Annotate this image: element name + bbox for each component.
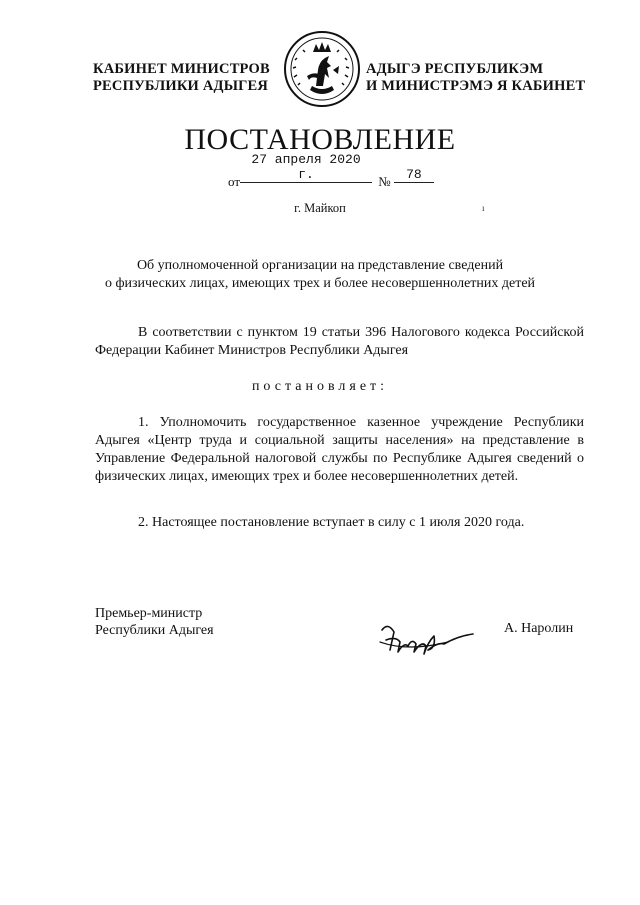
issuer-name-line: КАБИНЕТ МИНИСТРОВ — [93, 61, 270, 77]
issuer-name-russian — [93, 61, 270, 95]
resolution-word: постановляет: — [251, 379, 389, 394]
document-date: 27 апреля 2020 г. — [240, 152, 372, 183]
subject-line: о физических лицах, имеющих трех и более несовершеннолетних детей — [104, 276, 536, 291]
issuer-name-line: РЕСПУБЛИКИ АДЫГЕЯ — [93, 78, 269, 94]
document-number: 78 — [394, 167, 434, 183]
subject-line: Об уполномоченной организации на представление сведений — [136, 258, 504, 273]
republic-emblem-icon — [283, 30, 361, 108]
city-name: г. Майкоп — [294, 201, 346, 215]
position-line: Премьер-министр — [95, 606, 203, 621]
signatory-position — [95, 605, 214, 639]
date-line — [228, 152, 434, 191]
document-title: ПОСТАНОВЛЕНИЕ — [184, 123, 456, 156]
stray-mark: ı — [482, 203, 485, 213]
number-label: № — [378, 174, 391, 189]
preamble-paragraph: В соответствии с пунктом 19 статьи 396 Налогового кодекса Российской Федерации Кабинет Министров Республики Адыгея — [95, 325, 584, 358]
signatory-name: А. Наролин — [504, 621, 574, 636]
document-subject — [0, 257, 640, 293]
position-line: Республики Адыгея — [95, 623, 214, 638]
resolution-item-1: 1. Уполномочить государственное казенное учреждение Республики Адыгея «Центр труда и социальной защиты населения» на представление в Управление Федеральной налоговой службы по Республике Адыгея сведений о физических лицах, имеющих трех и более несовершеннолетних детей. — [95, 415, 584, 484]
issuer-name-adyghe — [366, 61, 585, 95]
issuer-name-line: АДЫГЭ РЕСПУБЛИКЭМ — [366, 61, 544, 77]
resolution-item-2: 2. Настоящее постановление вступает в силу с 1 июля 2020 года. — [138, 515, 525, 530]
date-prefix: от — [228, 174, 241, 189]
handwritten-signature — [378, 612, 476, 660]
issuer-name-line: И МИНИСТРЭМЭ Я КАБИНЕТ — [366, 78, 586, 94]
